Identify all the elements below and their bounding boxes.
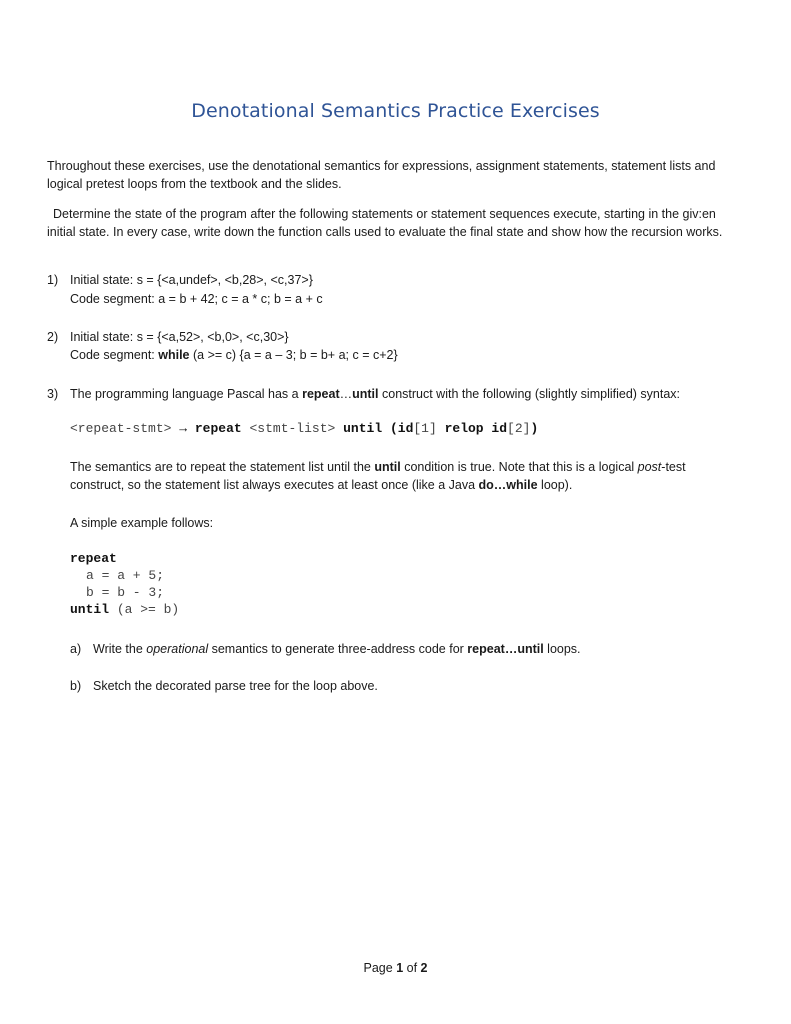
instructions-paragraph: Determine the state of the program after the following statements or statement sequences execute, starting in the giv:en initial state. In every case, write down the function calls used to evaluate the final state and show how the recursion works. — [47, 207, 723, 239]
q3-intro-ellipsis: … — [339, 387, 353, 401]
q3-number: 3) — [47, 387, 59, 401]
footer-page-word: Page — [363, 961, 397, 975]
syntax-stmt-list: <stmt-list> — [249, 421, 336, 436]
q2-code-segment — [70, 346, 750, 364]
syntax-idx1: [1] — [413, 421, 437, 436]
q2-initial-state: Initial state: s = {<a,52>, <b,0>, <c,30>} — [70, 330, 289, 344]
semantics-text-b: condition is true. Note that this is a logical — [400, 460, 638, 474]
q3b-text: Sketch the decorated parse tree for the loop above. — [93, 679, 378, 693]
example-condition: (a >= b) — [116, 602, 180, 617]
semantics-post-emphasis: post — [637, 460, 662, 474]
q1-code-segment: Code segment: a = b + 42; c = a * c; b = a + c — [70, 292, 323, 306]
semantics-text-d: loop). — [537, 478, 573, 492]
q3-until-keyword: until — [352, 387, 379, 401]
q3-repeat-keyword: repeat — [302, 387, 340, 401]
q3a-text-3: loops. — [543, 642, 581, 656]
q3a-operational: operational — [146, 642, 209, 656]
syntax-relop: relop — [444, 421, 484, 436]
semantics-text-a: The semantics are to repeat the statement list until the — [70, 460, 375, 474]
syntax-idx2: [2] — [507, 421, 531, 436]
q3a-repeat-until: repeat…until — [467, 642, 544, 656]
q1-number: 1) — [47, 273, 59, 287]
example-until: until — [70, 602, 110, 617]
syntax-id2: id — [491, 421, 508, 436]
q3a-label: a) — [70, 642, 82, 656]
q3a-text-2: semantics to generate three-address code for — [208, 642, 468, 656]
q3-intro-text-c: construct with the following (slightly simplified) syntax: — [378, 387, 681, 401]
footer-page-number: 1 — [396, 961, 404, 975]
arrow-icon: → — [179, 421, 188, 436]
semantics-until-keyword: until — [374, 460, 401, 474]
example-code-block — [70, 550, 750, 618]
example-line-2: b = b - 3; — [86, 585, 165, 600]
syntax-lhs: <repeat-stmt> — [70, 421, 172, 436]
q3a-text — [93, 640, 753, 658]
q3b-label: b) — [70, 679, 82, 693]
q2-number: 2) — [47, 330, 59, 344]
syntax-open-paren: ( — [389, 421, 398, 436]
footer-total-pages: 2 — [420, 961, 428, 975]
syntax-close-paren: ) — [530, 421, 539, 436]
page-title: Denotational Semantics Practice Exercises — [191, 100, 600, 122]
footer-of-word: of — [403, 961, 421, 975]
q3-intro — [70, 385, 750, 403]
semantics-do-while-keyword: do…while — [478, 478, 538, 492]
example-repeat: repeat — [70, 551, 117, 566]
semantics-text-c: -test construct, so the statement list always executes at least once (like a Java — [70, 460, 686, 492]
syntax-until: until — [343, 421, 383, 436]
example-intro: A simple example follows: — [70, 516, 214, 530]
q3a-text-1: Write the — [93, 642, 147, 656]
q1-initial-state: Initial state: s = {<a,undef>, <b,28>, <c,37>} — [70, 273, 313, 287]
page-footer — [0, 961, 791, 975]
q2-while-keyword: while — [158, 348, 190, 362]
syntax-repeat: repeat — [194, 421, 242, 436]
intro-paragraph: Throughout these exercises, use the denotational semantics for expressions, assignment statements, statement lists and logical pretest loops from the textbook and the slides. — [47, 159, 716, 191]
q2-code-rest: (a >= c) {a = a – 3; b = b+ a; c = c+2} — [189, 348, 398, 362]
example-line-1: a = a + 5; — [86, 568, 165, 583]
q2-code-prefix: Code segment: — [70, 348, 159, 362]
q3-intro-text-a: The programming language Pascal has a — [70, 387, 303, 401]
syntax-rule — [70, 420, 750, 438]
syntax-id1: id — [397, 421, 414, 436]
q3-semantics — [70, 458, 740, 494]
